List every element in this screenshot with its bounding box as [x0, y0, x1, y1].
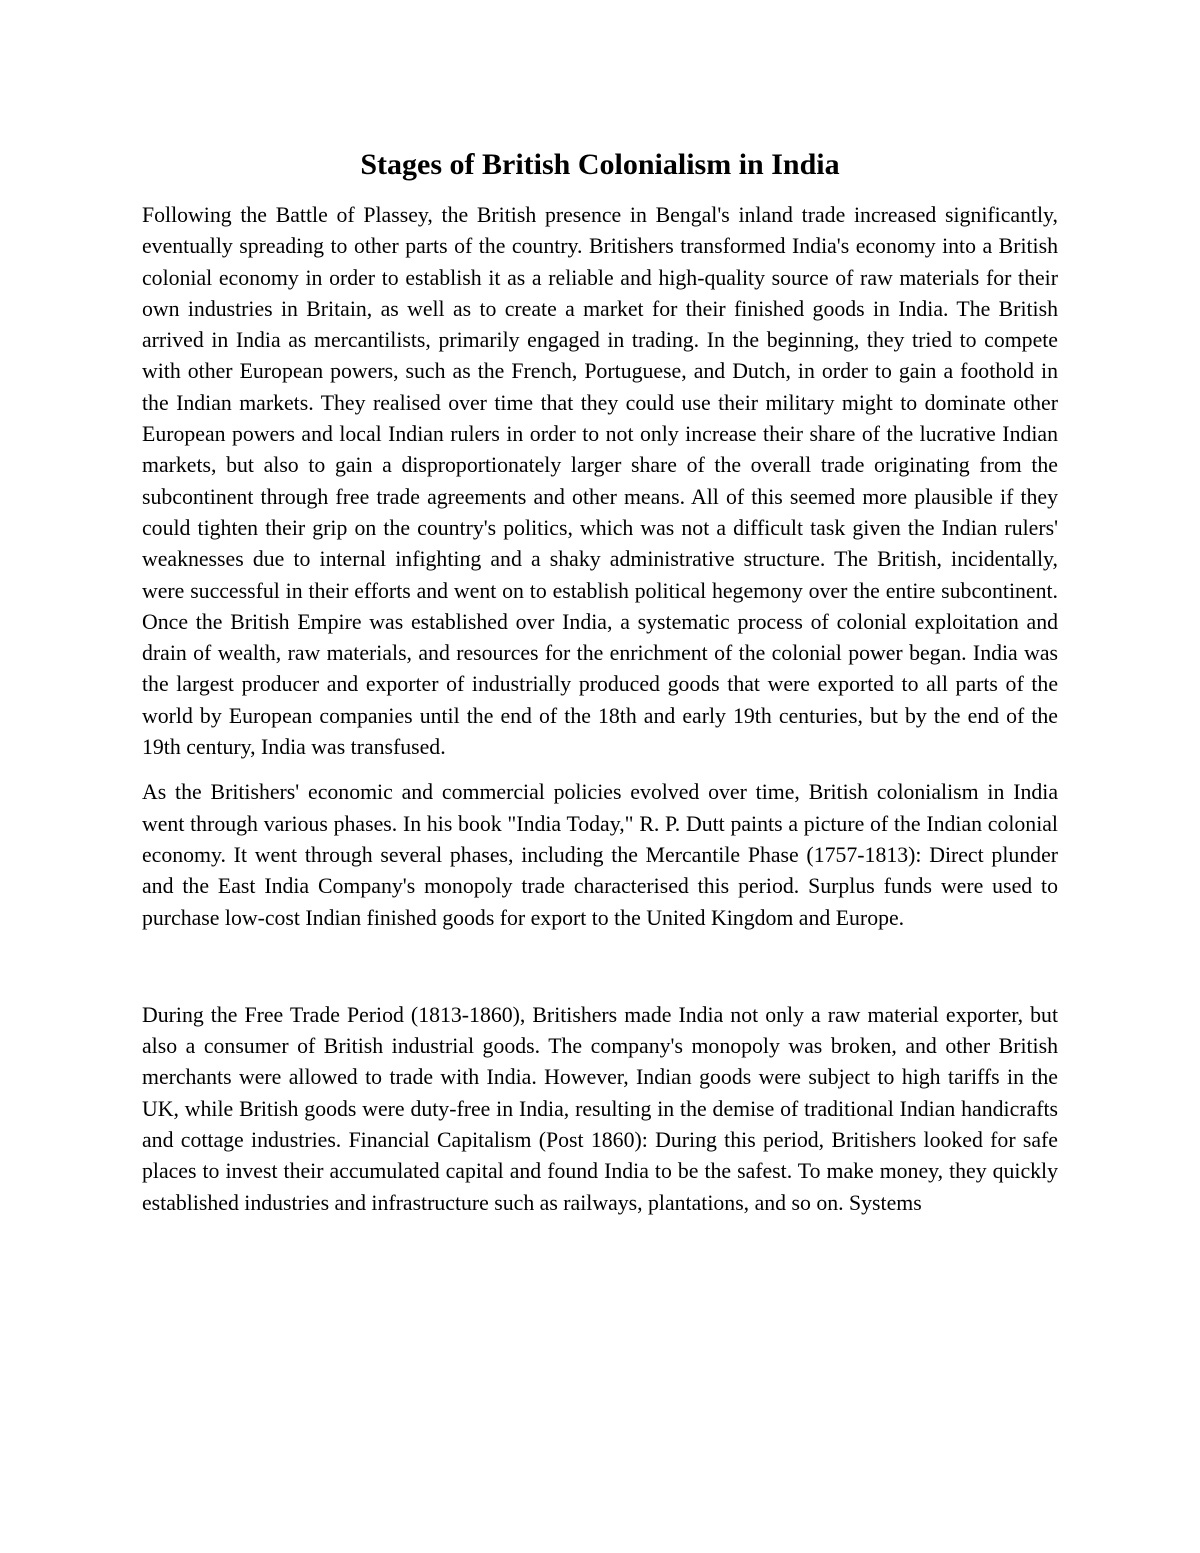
paragraph-free-trade: During the Free Trade Period (1813-1860), Britishers made India not only a raw material exporter, but also a consumer of British industrial goods. The company's monopoly was broken, and other British merchants were allowed to trade with India. However, Indian goods were subject to high tariffs in the UK, while British goods were duty-free in India, resulting in the demise of traditional Indian handicrafts and cottage industries. Financial Capitalism (Post 1860): During this period, Britishers looked for safe places to invest their accumulated capital and found India to be the safest. To make money, they quickly established industries and infrastructure such as railways, plantations, and so on. Systems — [142, 1002, 1058, 1215]
paragraph-plassey: Following the Battle of Plassey, the British presence in Bengal's inland trade increased significantly, eventually spreading to other parts of the country. Britishers transformed India's economy into a British colonial economy in order to establish it as a reliable and high-quality source of raw materials for their own industries in Britain, as well as to create a market for their finished goods in India. The British arrived in India as mercantilists, primarily engaged in trading. In the beginning, they tried to compete with other European powers, such as the French, Portuguese, and Dutch, in order to gain a foothold in the Indian markets. They realised over time that they could use their military might to dominate other European powers and local Indian rulers in order to not only increase their share of the lucrative Indian markets, but also to gain a disproportionately larger share of the overall trade originating from the subcontinent through free trade agreements and other means. All of this seemed more plausible if they could tighten their grip on the country's politics, which was not a difficult task given the Indian rulers' weaknesses due to internal infighting and a shaky administrative structure. The British, incidentally, were successful in their efforts and went on to establish political hegemony over the entire subcontinent. Once the British Empire was established over India, a systematic process of colonial exploitation and drain of wealth, raw materials, and resources for the enrichment of the colonial power began. India was the largest producer and exporter of industrially produced goods that were exported to all parts of the world by European companies until the end of the 18th and early 19th centuries, but by the end of the 19th century, India was transfused. — [142, 203, 1058, 760]
paragraph-phases: As the Britishers' economic and commercial policies evolved over time, British colonialism in India went through various phases. In his book "India Today," R. P. Dutt paints a picture of the Indian colonial economy. It went through several phases, including the Mercantile Phase (1757-1813): Direct plunder and the East India Company's monopoly trade characterised this period. Surplus funds were used to purchase low-cost Indian finished goods for export to the United Kingdom and Europe. — [142, 780, 1058, 930]
document-page — [142, 148, 1058, 1219]
document-title: Stages of British Colonialism in India — [360, 148, 840, 181]
